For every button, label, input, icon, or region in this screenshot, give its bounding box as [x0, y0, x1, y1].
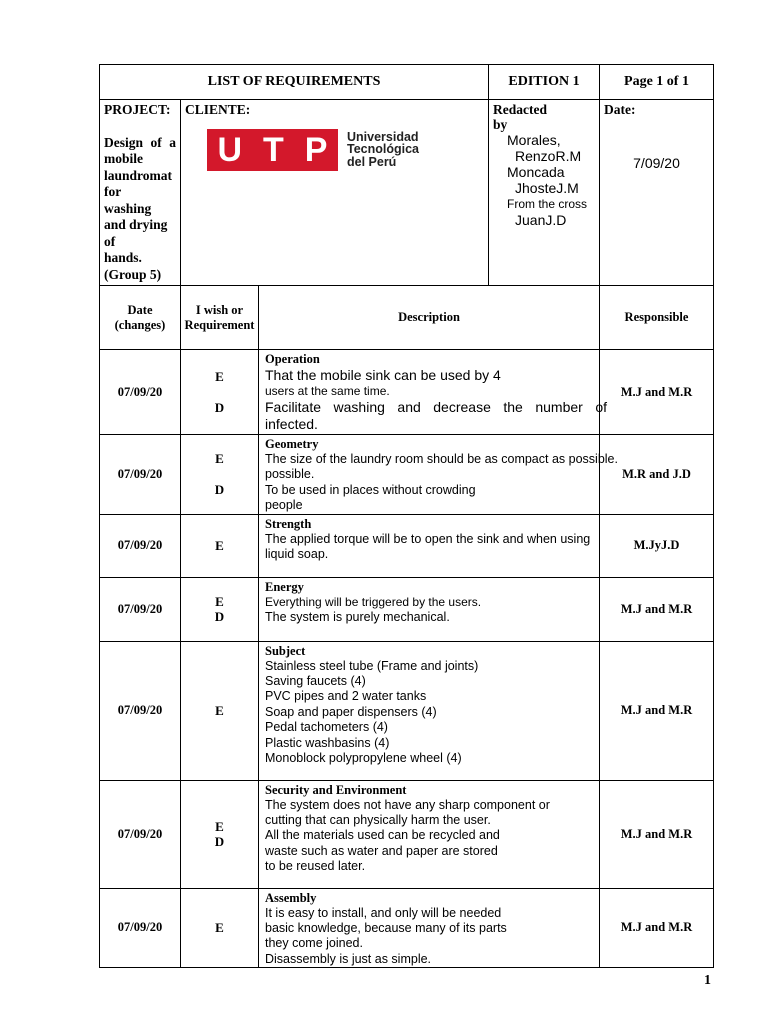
table-row — [100, 514, 714, 577]
redactor-code: JuanJ.D — [515, 212, 567, 228]
row-responsible: M.J and M.R — [600, 780, 714, 888]
requirements-table — [99, 64, 714, 968]
redacted-by-cell — [489, 100, 600, 286]
redactor-item — [493, 228, 595, 244]
row-line: Soap and paper dispensers (4) — [265, 704, 437, 719]
project-line-0 — [104, 135, 176, 152]
logo-letter: U — [217, 130, 243, 169]
wish-code: E — [215, 451, 224, 467]
project-line: hands. (Group 5) — [104, 250, 162, 282]
wish-code: E — [215, 819, 224, 835]
column-header-row — [100, 286, 714, 350]
table-row — [100, 435, 714, 515]
row-description — [259, 888, 600, 968]
project-word: a — [169, 134, 177, 150]
row-line: basic knowledge, because many of its parts — [265, 921, 507, 936]
redactor-item — [493, 196, 595, 212]
row-description — [259, 641, 600, 780]
redactor-code: JhosteJ.M — [515, 180, 579, 196]
col-header-wish — [181, 286, 259, 350]
row-date: 07/09/20 — [100, 780, 181, 888]
redactor-name: From the cross — [507, 197, 588, 211]
col-header-text: I wish or — [195, 302, 244, 317]
redacted-label: Redacted — [493, 102, 547, 117]
row-wish — [181, 514, 259, 577]
wish-code: E — [215, 920, 224, 936]
row-date: 07/09/20 — [100, 641, 181, 780]
row-line: The system is purely mechanical. — [265, 609, 450, 624]
row-line: The system does not have any sharp component or — [265, 797, 550, 812]
row-wish — [181, 577, 259, 641]
redactor-name: Moncada — [507, 164, 565, 180]
row-wish — [181, 780, 259, 888]
row-description — [259, 514, 600, 577]
client-cell — [181, 100, 489, 286]
row-wish — [181, 350, 259, 435]
wish-code: E — [215, 703, 224, 719]
logo-text-line: del Perú — [347, 154, 397, 169]
row-wish — [181, 888, 259, 968]
col-header-text: Date — [127, 302, 153, 317]
redacted-label-by: by — [493, 117, 508, 132]
row-line: Plastic washbasins (4) — [265, 735, 390, 750]
col-header-text: (changes) — [114, 317, 166, 332]
row-wish — [181, 641, 259, 780]
wish-code: E — [215, 594, 224, 610]
row-line: Disassembly is just as simple. — [265, 951, 432, 966]
redactor-name: Morales, — [507, 132, 561, 148]
row-title: Security and Environment — [265, 782, 407, 797]
redactor-item — [493, 164, 595, 180]
document-title: LIST OF REQUIREMENTS — [100, 65, 489, 100]
utp-logo-box — [207, 129, 338, 171]
table-row — [100, 888, 714, 968]
row-date: 07/09/20 — [100, 888, 181, 968]
col-header-text: Requirement — [184, 317, 255, 332]
row-line: Pedal tachometers (4) — [265, 720, 388, 735]
row-line: The size of the laundry room should be as compact as possible. — [265, 452, 618, 466]
row-line: All the materials used can be recycled and — [265, 828, 500, 843]
row-description — [259, 780, 600, 888]
date-value: 7/09/20 — [633, 154, 680, 171]
redactor-item — [493, 132, 595, 148]
col-header-responsible: Responsible — [600, 286, 714, 350]
row-line: cutting that can physically harm the user. — [265, 813, 491, 828]
row-line: liquid soap. — [265, 547, 329, 562]
table-row — [100, 350, 714, 435]
row-line: infected. — [265, 416, 318, 432]
row-responsible: M.J and M.R — [600, 641, 714, 780]
row-title: Subject — [265, 643, 306, 658]
row-title: Energy — [265, 579, 304, 594]
info-row — [100, 100, 714, 286]
project-cell — [100, 100, 181, 286]
row-line: users at the same time. — [265, 384, 390, 398]
row-responsible: M.J and M.R — [600, 577, 714, 641]
wish-code: D — [214, 482, 225, 498]
row-date: 07/09/20 — [100, 350, 181, 435]
utp-logo — [207, 129, 484, 171]
page-indicator: Page 1 of 1 — [600, 65, 714, 100]
row-line: That the mobile sink can be used by 4 — [265, 367, 501, 383]
row-title: Operation — [265, 352, 320, 366]
redactor-code: RenzoR.M — [515, 148, 582, 164]
project-line: washing and drying of — [104, 200, 168, 249]
row-line: Facilitate washing and decrease the number of — [265, 399, 607, 415]
project-word: of — [150, 134, 162, 150]
date-label: Date: — [604, 102, 636, 117]
row-responsible: M.JyJ.D — [600, 514, 714, 577]
row-responsible: M.J and M.R — [600, 350, 714, 435]
row-responsible: M.J and M.R — [600, 888, 714, 968]
wish-code: E — [215, 369, 224, 384]
row-line: PVC pipes and 2 water tanks — [265, 689, 427, 704]
row-line: The applied torque will be to open the sink and when using — [265, 531, 591, 546]
table-row — [100, 641, 714, 780]
row-line: Saving faucets (4) — [265, 674, 366, 689]
edition-label: EDITION 1 — [489, 65, 600, 100]
row-description — [259, 350, 607, 435]
wish-code: D — [214, 609, 225, 625]
row-title: Strength — [265, 516, 312, 531]
row-responsible: M.R and J.D — [600, 435, 714, 515]
row-line: waste such as water and paper are stored — [265, 843, 498, 858]
logo-text-line: Tecnológica — [347, 142, 420, 157]
row-date: 07/09/20 — [100, 514, 181, 577]
project-label: PROJECT: — [104, 102, 171, 117]
wish-code: E — [215, 538, 224, 554]
row-line: Everything will be triggered by the users. — [265, 594, 482, 609]
page-number: 1 — [704, 973, 711, 988]
logo-letter: P — [304, 130, 328, 169]
row-line: people — [265, 498, 303, 513]
wish-code: D — [214, 400, 225, 415]
table-row — [100, 577, 714, 641]
row-line: Stainless steel tube (Frame and joints) — [265, 658, 479, 673]
date-cell — [600, 100, 714, 286]
row-description — [259, 435, 618, 515]
col-header-description: Description — [259, 286, 600, 350]
row-date: 07/09/20 — [100, 577, 181, 641]
row-title: Geometry — [265, 437, 319, 451]
wish-code: D — [214, 834, 225, 850]
project-word: Design — [104, 134, 144, 150]
header-row — [100, 65, 714, 100]
row-line: To be used in places without crowding — [265, 482, 476, 497]
logo-text-line: Universidad — [347, 129, 419, 144]
logo-letter: T — [263, 130, 284, 169]
row-title: Assembly — [265, 890, 317, 905]
row-line: Monoblock polypropylene wheel (4) — [265, 751, 462, 766]
row-line: It is easy to install, and only will be needed — [265, 905, 502, 920]
row-line: to be reused later. — [265, 859, 366, 874]
col-header-date — [100, 286, 181, 350]
table-row — [100, 780, 714, 888]
project-line: mobile laundromat for — [104, 151, 173, 199]
logo-text — [347, 131, 419, 169]
row-line: they come joined. — [265, 936, 363, 951]
row-line: possible. — [265, 467, 315, 482]
row-description — [259, 577, 600, 641]
row-date: 07/09/20 — [100, 435, 181, 515]
client-label: CLIENTE: — [185, 102, 251, 117]
row-wish — [181, 435, 259, 515]
